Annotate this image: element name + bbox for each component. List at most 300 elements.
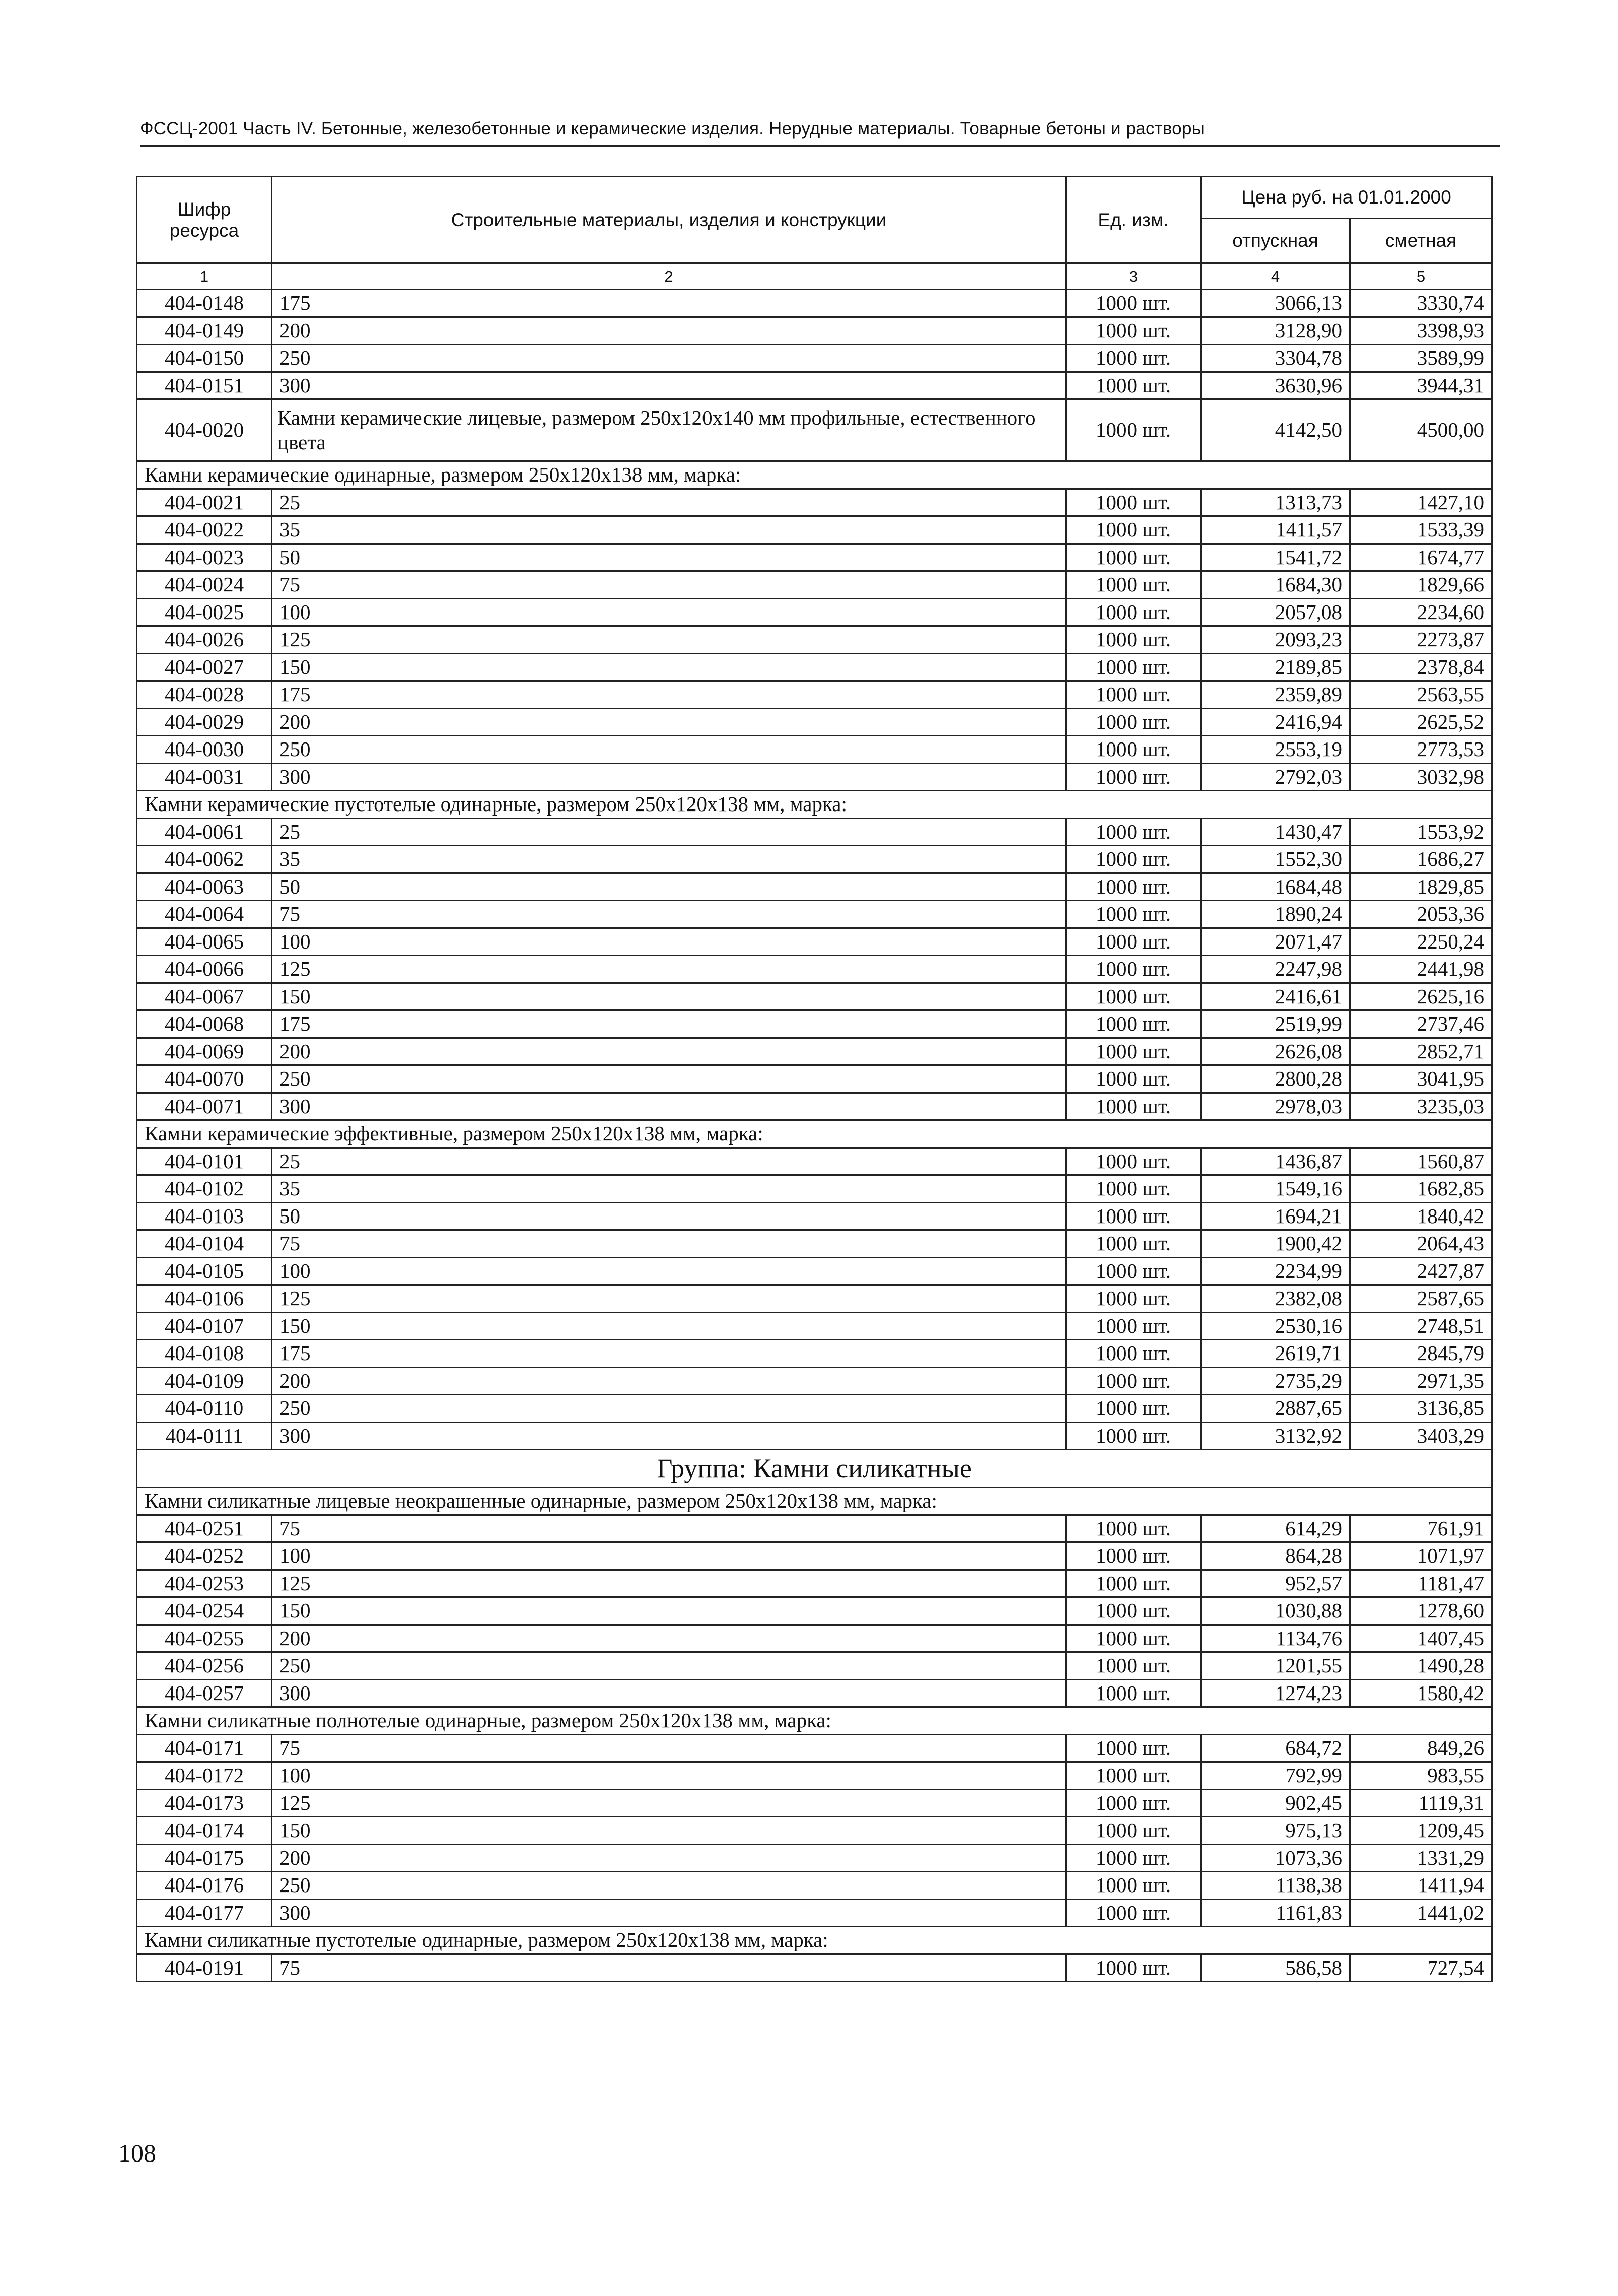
resource-code-cell: 404-0255 [137,1625,272,1652]
material-name-cell: 75 [272,1515,1066,1542]
resource-code-cell: 404-0177 [137,1899,272,1927]
section-heading: Камни силикатные лицевые неокрашенные одинарные, размером 250х120х138 мм, марка: [137,1488,1492,1515]
material-name-cell: 50 [272,544,1066,571]
estimate-price-cell: 2053,36 [1350,901,1492,928]
estimate-price-cell: 2625,52 [1350,708,1492,736]
table-row [137,1340,1492,1368]
estimate-price-cell: 1553,92 [1350,818,1492,846]
release-price-cell: 975,13 [1201,1817,1350,1845]
release-price-cell: 1430,47 [1201,818,1350,846]
release-price-cell: 1549,16 [1201,1175,1350,1203]
unit-cell: 1000 шт. [1066,345,1201,372]
resource-code-cell: 404-0023 [137,544,272,571]
estimate-price-cell: 3944,31 [1350,372,1492,399]
resource-code-cell: 404-0024 [137,571,272,599]
table-row [137,1954,1492,1982]
unit-cell: 1000 шт. [1066,1422,1201,1450]
column-header-release-price: отпускная [1201,219,1350,263]
table-row [137,1038,1492,1065]
unit-cell: 1000 шт. [1066,1230,1201,1258]
unit-cell: 1000 шт. [1066,1872,1201,1900]
group-heading-row [137,1450,1492,1488]
section-heading-row [137,1707,1492,1735]
table-row [137,1285,1492,1313]
unit-cell: 1000 шт. [1066,983,1201,1010]
table-row [137,1422,1492,1450]
table-row [137,681,1492,709]
table-row [137,1395,1492,1423]
unit-cell: 1000 шт. [1066,1734,1201,1762]
table-row [137,598,1492,626]
section-heading: Камни керамические пустотелые одинарные, размером 250х120х138 мм, марка: [137,791,1492,819]
unit-cell: 1000 шт. [1066,1065,1201,1093]
release-price-cell: 1201,55 [1201,1652,1350,1680]
unit-cell: 1000 шт. [1066,1367,1201,1395]
table-row [137,1230,1492,1258]
unit-cell: 1000 шт. [1066,1762,1201,1790]
release-price-cell: 1313,73 [1201,489,1350,516]
table-row [137,708,1492,736]
table-row [137,1093,1492,1120]
unit-cell: 1000 шт. [1066,571,1201,599]
estimate-price-cell: 2250,24 [1350,928,1492,956]
resource-code-cell: 404-0175 [137,1844,272,1872]
table-header-row [137,177,1492,219]
resource-code-cell: 404-0031 [137,763,272,791]
material-name-cell: 300 [272,1679,1066,1707]
unit-cell: 1000 шт. [1066,1844,1201,1872]
estimate-price-cell: 2773,53 [1350,736,1492,764]
material-name-cell: 35 [272,846,1066,873]
estimate-price-cell: 1441,02 [1350,1899,1492,1927]
release-price-cell: 2247,98 [1201,956,1350,983]
table-row [137,372,1492,399]
table-row [137,1542,1492,1570]
table-row [137,1515,1492,1542]
table-row [137,1679,1492,1707]
material-name-cell: 100 [272,1542,1066,1570]
column-numbers-row [137,263,1492,290]
release-price-cell: 2530,16 [1201,1312,1350,1340]
material-name-cell: 150 [272,1312,1066,1340]
release-price-cell: 1541,72 [1201,544,1350,571]
release-price-cell: 2189,85 [1201,653,1350,681]
estimate-price-cell: 1407,45 [1350,1625,1492,1652]
estimate-price-cell: 2748,51 [1350,1312,1492,1340]
resource-code-cell: 404-0064 [137,901,272,928]
release-price-cell: 2735,29 [1201,1367,1350,1395]
table-row [137,763,1492,791]
material-name-cell: 250 [272,736,1066,764]
estimate-price-cell: 1560,87 [1350,1147,1492,1175]
release-price-cell: 684,72 [1201,1734,1350,1762]
table-row [137,345,1492,372]
material-name-cell: 250 [272,1872,1066,1900]
release-price-cell: 3128,90 [1201,317,1350,345]
estimate-price-cell: 2971,35 [1350,1367,1492,1395]
release-price-cell: 1274,23 [1201,1679,1350,1707]
resource-code-cell: 404-0149 [137,317,272,345]
unit-cell: 1000 шт. [1066,1340,1201,1368]
resource-code-cell: 404-0109 [137,1367,272,1395]
table-row [137,544,1492,571]
material-name-cell: 175 [272,290,1066,317]
section-heading-row [137,1488,1492,1515]
column-number: 4 [1201,263,1350,290]
material-name-cell: 100 [272,1762,1066,1790]
table-row [137,290,1492,317]
resource-code-cell: 404-0148 [137,290,272,317]
table-row [137,516,1492,544]
table-body [137,290,1492,1982]
material-name-cell: 250 [272,1065,1066,1093]
table-row [137,1872,1492,1900]
release-price-cell: 2800,28 [1201,1065,1350,1093]
section-heading: Камни силикатные пустотелые одинарные, размером 250х120х138 мм, марка: [137,1927,1492,1954]
estimate-price-cell: 2563,55 [1350,681,1492,709]
material-name-cell: 25 [272,489,1066,516]
material-name-cell: 100 [272,598,1066,626]
unit-cell: 1000 шт. [1066,708,1201,736]
release-price-cell: 1030,88 [1201,1597,1350,1625]
resource-code-cell: 404-0028 [137,681,272,709]
material-name-cell: 300 [272,1422,1066,1450]
unit-cell: 1000 шт. [1066,1038,1201,1065]
section-heading-row [137,791,1492,819]
release-price-cell: 2619,71 [1201,1340,1350,1368]
material-name-cell: 200 [272,1844,1066,1872]
resource-code-cell: 404-0174 [137,1817,272,1845]
table-row [137,1734,1492,1762]
unit-cell: 1000 шт. [1066,1285,1201,1313]
release-price-cell: 586,58 [1201,1954,1350,1982]
table-row [137,1202,1492,1230]
table-row [137,1762,1492,1790]
material-name-cell: 200 [272,708,1066,736]
release-price-cell: 902,45 [1201,1789,1350,1817]
material-name-cell: 250 [272,1652,1066,1680]
estimate-price-cell: 2273,87 [1350,626,1492,654]
estimate-price-cell: 1840,42 [1350,1202,1492,1230]
table-row [137,983,1492,1010]
column-header-price-group: Цена руб. на 01.01.2000 [1201,177,1492,219]
table-row [137,901,1492,928]
resource-code-cell: 404-0063 [137,873,272,901]
resource-code-cell: 404-0027 [137,653,272,681]
column-number: 5 [1350,263,1492,290]
unit-cell: 1000 шт. [1066,1010,1201,1038]
material-name-cell: 175 [272,1010,1066,1038]
resource-code-cell: 404-0256 [137,1652,272,1680]
release-price-cell: 3630,96 [1201,372,1350,399]
resource-code-cell: 404-0026 [137,626,272,654]
estimate-price-cell: 3330,74 [1350,290,1492,317]
material-name-cell: 150 [272,983,1066,1010]
material-name-cell: 35 [272,1175,1066,1203]
table-row [137,317,1492,345]
estimate-price-cell: 3235,03 [1350,1093,1492,1120]
estimate-price-cell: 2378,84 [1350,653,1492,681]
material-name-cell: 125 [272,1285,1066,1313]
resource-code-cell: 404-0030 [137,736,272,764]
estimate-price-cell: 2852,71 [1350,1038,1492,1065]
estimate-price-cell: 2845,79 [1350,1340,1492,1368]
table-row [137,399,1492,461]
estimate-price-cell: 1278,60 [1350,1597,1492,1625]
estimate-price-cell: 1533,39 [1350,516,1492,544]
resource-code-cell: 404-0022 [137,516,272,544]
release-price-cell: 2792,03 [1201,763,1350,791]
material-name-cell: 200 [272,1367,1066,1395]
release-price-cell: 614,29 [1201,1515,1350,1542]
release-price-cell: 1073,36 [1201,1844,1350,1872]
resource-code-cell: 404-0176 [137,1872,272,1900]
table-row [137,928,1492,956]
material-name-cell: 300 [272,1093,1066,1120]
unit-cell: 1000 шт. [1066,1515,1201,1542]
resource-code-cell: 404-0253 [137,1570,272,1597]
section-heading: Камни силикатные полнотелые одинарные, размером 250х120х138 мм, марка: [137,1707,1492,1735]
resource-code-cell: 404-0025 [137,598,272,626]
resource-code-cell: 404-0020 [137,399,272,461]
release-price-cell: 3132,92 [1201,1422,1350,1450]
table-row [137,653,1492,681]
resource-code-cell: 404-0172 [137,1762,272,1790]
resource-code-cell: 404-0151 [137,372,272,399]
section-heading: Камни керамические эффективные, размером 250х120х138 мм, марка: [137,1120,1492,1148]
resource-code-cell: 404-0062 [137,846,272,873]
resource-code-cell: 404-0021 [137,489,272,516]
estimate-price-cell: 2441,98 [1350,956,1492,983]
release-price-cell: 1552,30 [1201,846,1350,873]
estimate-price-cell: 1829,85 [1350,873,1492,901]
material-name-cell: 100 [272,1257,1066,1285]
unit-cell: 1000 шт. [1066,1312,1201,1340]
material-name-cell: 250 [272,1395,1066,1423]
estimate-price-cell: 1686,27 [1350,846,1492,873]
unit-cell: 1000 шт. [1066,818,1201,846]
release-price-cell: 1161,83 [1201,1899,1350,1927]
unit-cell: 1000 шт. [1066,901,1201,928]
material-name-cell: 35 [272,516,1066,544]
estimate-price-cell: 3398,93 [1350,317,1492,345]
estimate-price-cell: 1490,28 [1350,1652,1492,1680]
unit-cell: 1000 шт. [1066,1570,1201,1597]
material-name-cell: 200 [272,1625,1066,1652]
resource-code-cell: 404-0111 [137,1422,272,1450]
release-price-cell: 2416,94 [1201,708,1350,736]
estimate-price-cell: 3041,95 [1350,1065,1492,1093]
release-price-cell: 2093,23 [1201,626,1350,654]
table-row [137,1367,1492,1395]
release-price-cell: 2057,08 [1201,598,1350,626]
material-name-cell: 300 [272,763,1066,791]
material-name-cell: 150 [272,653,1066,681]
unit-cell: 1000 шт. [1066,1679,1201,1707]
unit-cell: 1000 шт. [1066,1597,1201,1625]
release-price-cell: 1900,42 [1201,1230,1350,1258]
material-name-cell: 125 [272,626,1066,654]
estimate-price-cell: 1331,29 [1350,1844,1492,1872]
release-price-cell: 1411,57 [1201,516,1350,544]
release-price-cell: 1684,48 [1201,873,1350,901]
resource-code-cell: 404-0101 [137,1147,272,1175]
material-name-cell: 175 [272,1340,1066,1368]
unit-cell: 1000 шт. [1066,846,1201,873]
column-header-name: Строительные материалы, изделия и конструкции [272,177,1066,263]
table-row [137,736,1492,764]
section-heading-row [137,461,1492,489]
unit-cell: 1000 шт. [1066,1395,1201,1423]
table-row [137,1570,1492,1597]
page-header: ФССЦ-2001 Часть IV. Бетонные, железобетонные и керамические изделия. Нерудные материалы. Товарные бетоны и растворы [140,119,1500,147]
column-header-estimate-price: сметная [1350,219,1492,263]
column-number: 1 [137,263,272,290]
estimate-price-cell: 3032,98 [1350,763,1492,791]
release-price-cell: 1436,87 [1201,1147,1350,1175]
resource-code-cell: 404-0071 [137,1093,272,1120]
material-name-cell: 125 [272,956,1066,983]
unit-cell: 1000 шт. [1066,1817,1201,1845]
estimate-price-cell: 1071,97 [1350,1542,1492,1570]
table-row [137,1597,1492,1625]
resource-code-cell: 404-0102 [137,1175,272,1203]
resource-code-cell: 404-0065 [137,928,272,956]
page-number: 108 [118,2139,156,2167]
section-heading-row [137,1120,1492,1148]
resource-code-cell: 404-0068 [137,1010,272,1038]
unit-cell: 1000 шт. [1066,317,1201,345]
release-price-cell: 1134,76 [1201,1625,1350,1652]
material-name-cell: Камни керамические лицевые, размером 250х120х140 мм профильные, естественного цвета [272,399,1066,461]
unit-cell: 1000 шт. [1066,1147,1201,1175]
material-name-cell: 300 [272,372,1066,399]
material-name-cell: 25 [272,818,1066,846]
unit-cell: 1000 шт. [1066,1257,1201,1285]
table-row [137,846,1492,873]
estimate-price-cell: 1427,10 [1350,489,1492,516]
material-name-cell: 200 [272,317,1066,345]
estimate-price-cell: 1674,77 [1350,544,1492,571]
resource-code-cell: 404-0108 [137,1340,272,1368]
release-price-cell: 2416,61 [1201,983,1350,1010]
material-name-cell: 50 [272,873,1066,901]
unit-cell: 1000 шт. [1066,1093,1201,1120]
column-header-code: Шифр ресурса [137,177,272,263]
unit-cell: 1000 шт. [1066,763,1201,791]
table-row [137,1844,1492,1872]
unit-cell: 1000 шт. [1066,1954,1201,1982]
price-table [136,176,1493,1982]
resource-code-cell: 404-0254 [137,1597,272,1625]
table-row [137,1312,1492,1340]
resource-code-cell: 404-0110 [137,1395,272,1423]
material-name-cell: 75 [272,571,1066,599]
material-name-cell: 125 [272,1570,1066,1597]
resource-code-cell: 404-0252 [137,1542,272,1570]
resource-code-cell: 404-0251 [137,1515,272,1542]
release-price-cell: 1694,21 [1201,1202,1350,1230]
unit-cell: 1000 шт. [1066,873,1201,901]
table-row [137,1257,1492,1285]
resource-code-cell: 404-0257 [137,1679,272,1707]
table-row [137,1817,1492,1845]
resource-code-cell: 404-0107 [137,1312,272,1340]
resource-code-cell: 404-0070 [137,1065,272,1093]
material-name-cell: 250 [272,345,1066,372]
table-row [137,1625,1492,1652]
table-row [137,626,1492,654]
estimate-price-cell: 3136,85 [1350,1395,1492,1423]
unit-cell: 1000 шт. [1066,681,1201,709]
estimate-price-cell: 3403,29 [1350,1422,1492,1450]
release-price-cell: 952,57 [1201,1570,1350,1597]
table-row [137,571,1492,599]
table-row [137,1899,1492,1927]
resource-code-cell: 404-0061 [137,818,272,846]
material-name-cell: 150 [272,1597,1066,1625]
resource-code-cell: 404-0171 [137,1734,272,1762]
unit-cell: 1000 шт. [1066,1625,1201,1652]
unit-cell: 1000 шт. [1066,1652,1201,1680]
table-row [137,489,1492,516]
estimate-price-cell: 983,55 [1350,1762,1492,1790]
unit-cell: 1000 шт. [1066,598,1201,626]
estimate-price-cell: 2064,43 [1350,1230,1492,1258]
unit-cell: 1000 шт. [1066,928,1201,956]
release-price-cell: 3066,13 [1201,290,1350,317]
table-row [137,1175,1492,1203]
release-price-cell: 1138,38 [1201,1872,1350,1900]
material-name-cell: 75 [272,1734,1066,1762]
table-row [137,873,1492,901]
material-name-cell: 175 [272,681,1066,709]
table-row [137,818,1492,846]
estimate-price-cell: 761,91 [1350,1515,1492,1542]
material-name-cell: 150 [272,1817,1066,1845]
estimate-price-cell: 727,54 [1350,1954,1492,1982]
column-header-unit: Ед. изм. [1066,177,1201,263]
material-name-cell: 125 [272,1789,1066,1817]
unit-cell: 1000 шт. [1066,736,1201,764]
material-name-cell: 75 [272,1954,1066,1982]
estimate-price-cell: 1209,45 [1350,1817,1492,1845]
release-price-cell: 4142,50 [1201,399,1350,461]
estimate-price-cell: 4500,00 [1350,399,1492,461]
estimate-price-cell: 1119,31 [1350,1789,1492,1817]
unit-cell: 1000 шт. [1066,626,1201,654]
resource-code-cell: 404-0104 [137,1230,272,1258]
resource-code-cell: 404-0066 [137,956,272,983]
section-heading: Камни керамические одинарные, размером 250х120х138 мм, марка: [137,461,1492,489]
table-row [137,1010,1492,1038]
resource-code-cell: 404-0105 [137,1257,272,1285]
resource-code-cell: 404-0029 [137,708,272,736]
material-name-cell: 75 [272,1230,1066,1258]
resource-code-cell: 404-0069 [137,1038,272,1065]
release-price-cell: 2519,99 [1201,1010,1350,1038]
table-row [137,1652,1492,1680]
material-name-cell: 75 [272,901,1066,928]
estimate-price-cell: 2587,65 [1350,1285,1492,1313]
table-row [137,1789,1492,1817]
estimate-price-cell: 1829,66 [1350,571,1492,599]
material-name-cell: 50 [272,1202,1066,1230]
unit-cell: 1000 шт. [1066,1542,1201,1570]
unit-cell: 1000 шт. [1066,653,1201,681]
resource-code-cell: 404-0067 [137,983,272,1010]
release-price-cell: 2626,08 [1201,1038,1350,1065]
